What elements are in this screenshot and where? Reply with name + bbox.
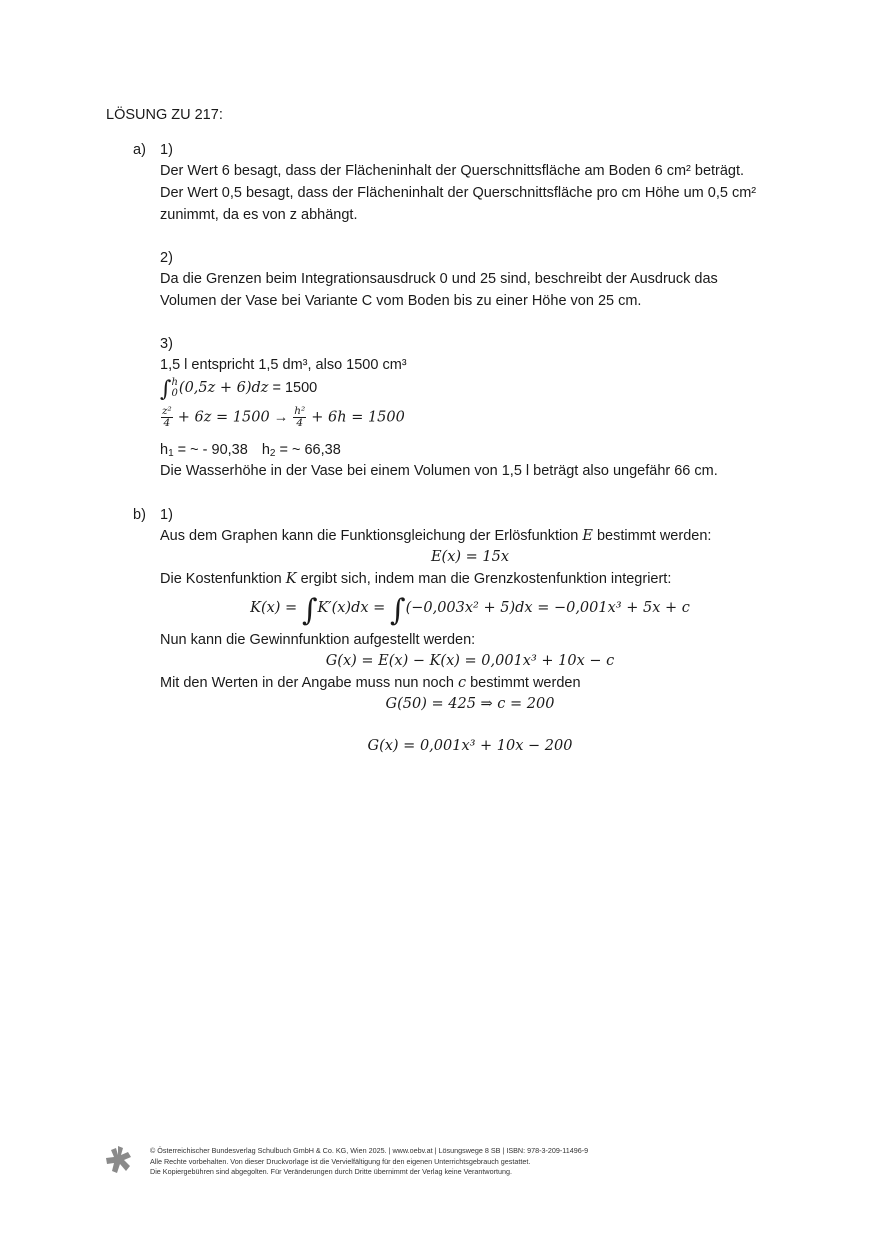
integral-limits <box>171 377 177 399</box>
text-segment: bestimmt werden <box>466 675 581 691</box>
footer-line-1: © Österreichischer Bundesverlag Schulbuch GmbH & Co. KG, Wien 2025. | www.oebv.at | Lösungswege 8 SB | ISBN: 978-3-209-11496-9 <box>150 1146 589 1155</box>
b1-text-2 <box>160 571 671 587</box>
footer-line-3: Die Kopiergebühren sind abgegolten. Für Veränderungen durch Dritte übernimmt der Verlag keine Verantwortung. <box>150 1167 512 1176</box>
integral-sign: ∫ <box>301 593 318 628</box>
formula-cost <box>160 593 780 628</box>
integral-body: (0,5z + 6)dz <box>178 380 269 396</box>
a1-number: 1) <box>160 142 173 158</box>
fraction-denominator: 4 <box>296 417 304 430</box>
formula-profit: G(x) = E(x) − K(x) = 0,001x³ + 10x − c <box>325 653 615 669</box>
var-K: K <box>285 571 297 587</box>
formula-cost-rhs: (−0,003x² + 5)dx = −0,001x³ + 5x + c <box>405 600 690 616</box>
part-b-label: b) <box>133 507 146 523</box>
integral-sign: ∫ <box>389 593 406 628</box>
fraction-numerator: h² <box>294 405 306 417</box>
integral-sign: ∫ <box>160 377 172 402</box>
integral-upper-limit: h <box>171 377 178 389</box>
text-segment: Mit den Werten in der Angabe muss nun noch <box>160 675 458 691</box>
footer-line-2: Alle Rechte vorbehalten. Von dieser Druckvorlage ist die Vervielfältigung für den eigenen Unterrichtsgebrauch gestattet. <box>150 1156 531 1166</box>
var-E: E <box>582 528 593 544</box>
text-segment: Aus dem Graphen kann die Funktionsgleichung der Erlösfunktion <box>160 528 583 544</box>
text-segment: bestimmt werden: <box>592 528 712 544</box>
text-segment: Die Kostenfunktion <box>160 571 286 587</box>
a2-line-1: Da die Grenzen beim Integrationsausdruck 0 und 25 sind, beschreibt der Ausdruck das <box>160 271 718 287</box>
a1-line-3: zunimmt, da es von z abhängt. <box>160 207 358 223</box>
equation-middle: + 6z = 1500 <box>177 409 270 426</box>
fraction-h-squared <box>293 406 306 429</box>
a3-conclusion: Die Wasserhöhe in der Vase bei einem Volumen von 1,5 l beträgt also ungefähr 66 cm. <box>160 463 718 479</box>
integral-result: = 1500 <box>268 380 318 396</box>
integral-lower-limit: 0 <box>171 388 178 400</box>
b1-text-3: Nun kann die Gewinnfunktion aufgestellt werden: <box>160 632 476 648</box>
var-c: c <box>457 675 467 691</box>
b1-text-1 <box>160 528 711 544</box>
a2-number: 2) <box>160 250 173 266</box>
a3-number: 3) <box>160 336 173 352</box>
equation-end: + 6h = 1500 <box>311 409 405 426</box>
h2-label: h <box>261 442 270 458</box>
text-segment: ergibt sich, indem man die Grenzkostenfunktion integriert: <box>296 571 672 587</box>
a3-quadratic-equation <box>160 406 405 429</box>
formula-g50: G(50) = 425 ⇒ c = 200 <box>385 696 555 712</box>
a1-line-2: Der Wert 0,5 besagt, dass der Flächeninhalt der Querschnittsfläche pro cm Höhe um 0,5 cm² <box>160 185 757 201</box>
h1-value: = ~ - 90,38 <box>173 442 248 458</box>
fraction-numerator: z² <box>162 405 172 417</box>
h1-subscript: 1 <box>168 448 174 459</box>
formula-profit-final: G(x) = 0,001x³ + 10x − 200 <box>367 738 573 754</box>
fraction-denominator: 4 <box>163 417 171 430</box>
publisher-logo-icon <box>104 1144 136 1176</box>
part-a-label: a) <box>133 142 146 158</box>
a3-integral-equation <box>160 377 317 402</box>
b1-text-4 <box>160 675 581 691</box>
arrow-icon: → <box>273 409 289 426</box>
footer-copyright <box>150 1146 588 1178</box>
page-title: LÖSUNG ZU 217: <box>106 107 223 123</box>
formula-cost-mid: K′(x)dx = <box>317 600 390 616</box>
a3-solutions <box>160 442 341 459</box>
fraction-z-squared <box>161 406 173 429</box>
h2-subscript: 2 <box>269 448 276 459</box>
h1-label: h <box>160 442 169 458</box>
a3-line-1: 1,5 l entspricht 1,5 dm³, also 1500 cm³ <box>160 357 407 373</box>
b1-number: 1) <box>160 507 173 523</box>
formula-revenue: E(x) = 15x <box>430 549 510 565</box>
a1-line-1: Der Wert 6 besagt, dass der Flächeninhalt der Querschnittsfläche am Boden 6 cm² beträgt. <box>160 163 745 179</box>
formula-cost-lhs: K(x) = <box>250 600 302 616</box>
a2-line-2: Volumen der Vase bei Variante C vom Boden bis zu einer Höhe von 25 cm. <box>160 293 642 309</box>
h2-value: = ~ 66,38 <box>275 442 341 458</box>
